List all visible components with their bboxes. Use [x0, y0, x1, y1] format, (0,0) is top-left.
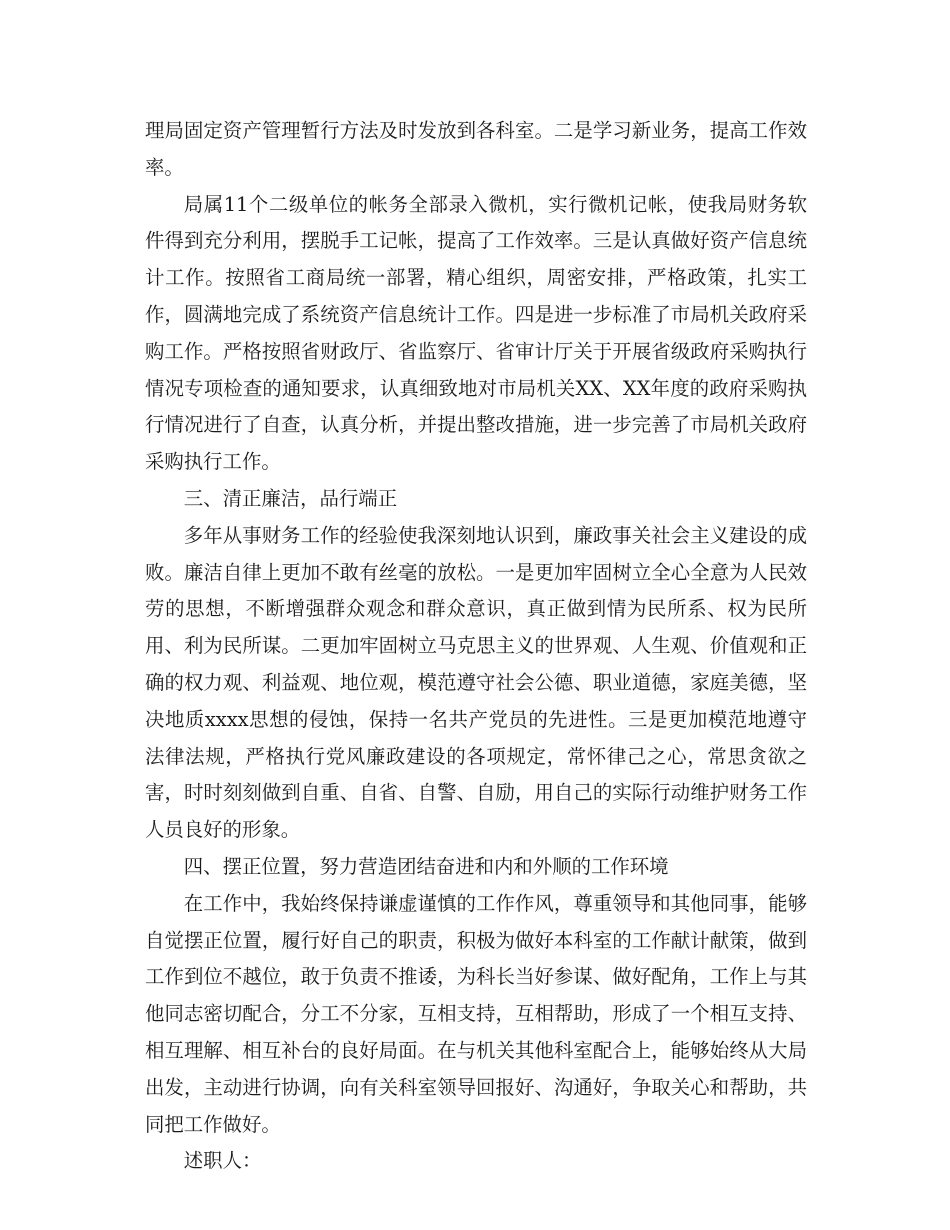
section-heading-integrity: 三、清正廉洁，品行端正	[183, 486, 398, 510]
document-body	[145, 113, 807, 1180]
section-heading-position: 四、摆正位置，努力营造团结奋进和内和外顺的工作环境	[183, 854, 669, 878]
paragraph-continuation: 理局固定资产管理暂行方法及时发放到各科室。二是学习新业务，提高工作效率。	[145, 119, 807, 179]
paragraph-integrity: 多年从事财务工作的经验使我深刻地认识到，廉政事关社会主义建设的成败。廉洁自律上更加不敢有丝毫的放松。一是更加牢固树立全心全意为人民效劳的思想，不断增强群众观念和群众意识，真正做到情为民所系、权为民所用、利为民所谋。二更加牢固树立马克思主义的世界观、人生观、价值观和正确的权力观、利益观、地位观，模范遵守社会公德、职业道德，家庭美德，坚决地质xxxx思想的侵蚀，保持一名共产党员的先进性。三是更加模范地遵守法律法规，严格执行党风廉政建设的各项规定，常怀律己之心，常思贪欲之害，时时刻刻做到自重、自省、自警、自励，用自己的实际行动维护财务工作人员良好的形象。	[145, 523, 807, 842]
paragraph-work-efficiency: 局属11个二级单位的帐务全部录入微机，实行微机记帐，使我局财务软件得到充分利用，摆脱手工记帐，提高了工作效率。三是认真做好资产信息统计工作。按照省工商局统一部署，精心组织，周密安排，严格政策，扎实工作，圆满地完成了系统资产信息统计工作。四是进一步标准了市局机关政府采购工作。严格按照省财政厅、省监察厅、省审计厅关于开展省级政府采购执行情况专项检查的通知要求，认真细致地对市局机关XX、XX年度的政府采购执行情况进行了自查，认真分析，并提出整改措施，进一步完善了市局机关政府采购执行工作。	[145, 192, 807, 474]
paragraph-position: 在工作中，我始终保持谦虚谨慎的工作作风，尊重领导和其他同事，能够自觉摆正位置，履行好自己的职责，积极为做好本科室的工作献计献策，做到工作到位不越位，敢于负责不推诿，为科长当好参谋、做好配角，工作上与其他同志密切配合，分工不分家，互相支持，互相帮助，形成了一个相互支持、相互理解、相互补台的良好局面。在与机关其他科室配合上，能够始终从大局出发，主动进行协调，向有关科室领导回报好、沟通好，争取关心和帮助，共同把工作做好。	[145, 891, 807, 1136]
signature-label: 述职人：	[183, 1149, 262, 1173]
